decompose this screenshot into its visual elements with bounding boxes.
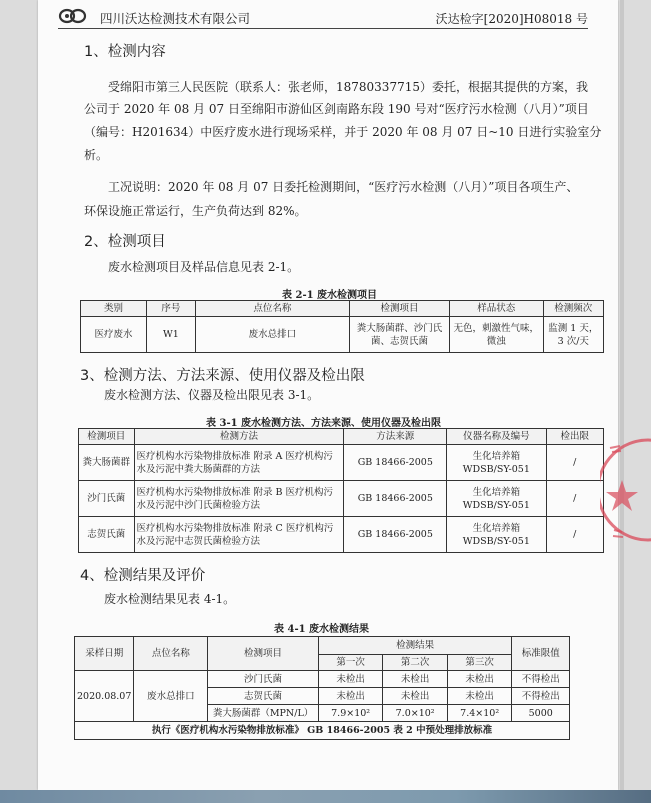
- table-cell: 医疗机构水污染物排放标准 附录 C 医疗机构污水及污泥中志贺氏菌检验方法: [134, 517, 344, 553]
- table-header: 第一次: [318, 655, 383, 671]
- red-seal-stamp-icon: [600, 430, 651, 550]
- document-header: [58, 6, 588, 29]
- section-3-text: 废水检测方法、仪器及检出限见表 3-1。: [104, 388, 320, 402]
- section-1-line-4: 析。: [84, 148, 109, 162]
- table-header: 采样日期: [75, 637, 134, 671]
- section-1-line-3: （编号：H201634）中医疗废水进行现场采样，并于 2020 年 08 月 07 日~10 日进行实验室分: [84, 125, 602, 139]
- table-cell: 粪大肠菌群: [79, 445, 135, 481]
- company-name: 四川沃达检测技术有限公司: [100, 11, 251, 26]
- table-header: 检测项目: [79, 429, 135, 445]
- table-cell: 粪大肠菌群（MPN/L）: [208, 705, 319, 722]
- section-3-title: 3、检测方法、方法来源、使用仪器及检出限: [80, 368, 365, 384]
- table-cell: /: [546, 481, 603, 517]
- table-cell: GB 18466-2005: [344, 445, 447, 481]
- table-header: 点位名称: [195, 301, 350, 317]
- table-cell: /: [546, 517, 603, 553]
- condition-line-1: 工况说明：2020 年 08 月 07 日委托检测期间，“医疗污水检测（八月）”项目各项生产、: [108, 180, 579, 194]
- section-4-title: 4、检测结果及评价: [80, 568, 206, 584]
- table-cell: 未检出: [383, 671, 448, 688]
- table-cell: 生化培养箱 WDSB/SY-051: [447, 517, 546, 553]
- section-1-title: 1、检测内容: [84, 44, 166, 60]
- table-header: 检出限: [546, 429, 603, 445]
- table-cell: 未检出: [383, 688, 448, 705]
- section-2-title: 2、检测项目: [84, 234, 166, 250]
- condition-line-2: 环保设施正常运行，生产负荷达到 82%。: [84, 204, 307, 218]
- table-cell: 粪大肠菌群、沙门氏菌、志贺氏菌: [350, 317, 450, 353]
- table-header: 第二次: [383, 655, 448, 671]
- table-header: 标准限值: [512, 637, 570, 671]
- table-3-1: [78, 428, 604, 553]
- table-header: 仪器名称及编号: [447, 429, 546, 445]
- table-cell: 未检出: [447, 671, 512, 688]
- table-header: 方法来源: [344, 429, 447, 445]
- table-cell: 无色，刺激性气味，微浊: [449, 317, 543, 353]
- table-cell: 7.4×10²: [447, 705, 512, 722]
- table-header: 检测项目: [350, 301, 450, 317]
- section-1-line-2: 公司于 2020 年 08 月 07 日至绵阳市游仙区剑南路东段 190 号对“医疗污水检测（八月）”项目: [84, 102, 589, 116]
- table-cell: 医疗机构水污染物排放标准 附录 A 医疗机构污水及污泥中粪大肠菌群的方法: [134, 445, 344, 481]
- table-cell: 不得检出: [512, 688, 570, 705]
- table-4-1: [74, 636, 570, 740]
- section-1-line-1: 受绵阳市第三人民医院（联系人：张老师，18780337715）委托，根据其提供的方案，我: [108, 80, 588, 94]
- table-header: 检测方法: [134, 429, 344, 445]
- table-header: 点位名称: [134, 637, 208, 671]
- table-cell: 志贺氏菌: [208, 688, 319, 705]
- table-cell: GB 18466-2005: [344, 517, 447, 553]
- company-logo-icon: [58, 8, 88, 24]
- table-cell: 沙门氏菌: [208, 671, 319, 688]
- table-header: 检测频次: [543, 301, 603, 317]
- table-cell: 监测 1 天，3 次/天: [543, 317, 603, 353]
- table-cell: 7.0×10²: [383, 705, 448, 722]
- table-header: 检测项目: [208, 637, 319, 671]
- table-cell-site: 废水总排口: [134, 671, 208, 722]
- table-2-1: [80, 300, 604, 353]
- section-2-text: 废水检测项目及样品信息见表 2-1。: [108, 260, 300, 274]
- table-2-1-caption: 表 2-1 废水检测项目: [282, 290, 378, 301]
- table-cell: 废水总排口: [195, 317, 350, 353]
- table-cell: 生化培养箱 WDSB/SY-051: [447, 481, 546, 517]
- table-cell: 未检出: [318, 671, 383, 688]
- table-cell: 医疗废水: [81, 317, 147, 353]
- table-cell: /: [546, 445, 603, 481]
- table-cell: GB 18466-2005: [344, 481, 447, 517]
- table-3-1-caption: 表 3-1 废水检测方法、方法来源、使用仪器及检出限: [206, 418, 442, 429]
- table-header: 类别: [81, 301, 147, 317]
- table-4-1-caption: 表 4-1 废水检测结果: [274, 624, 370, 635]
- table-cell: 未检出: [318, 688, 383, 705]
- table-cell: 志贺氏菌: [79, 517, 135, 553]
- table-header: 序号: [147, 301, 196, 317]
- table-header: 第三次: [447, 655, 512, 671]
- table-header: 检测结果: [318, 637, 512, 655]
- table-cell: W1: [147, 317, 196, 353]
- table-cell: 医疗机构水污染物排放标准 附录 B 医疗机构污水及污泥中沙门氏菌检验方法: [134, 481, 344, 517]
- section-4-text: 废水检测结果见表 4-1。: [104, 592, 236, 606]
- table-footer-note: 执行《医疗机构水污染物排放标准》 GB 18466-2005 表 2 中预处理排放标准: [75, 722, 570, 740]
- table-cell: 7.9×10²: [318, 705, 383, 722]
- table-cell: 沙门氏菌: [79, 481, 135, 517]
- table-cell-date: 2020.08.07: [75, 671, 134, 722]
- table-cell: 不得检出: [512, 671, 570, 688]
- table-cell: 未检出: [447, 688, 512, 705]
- page-edge: [620, 0, 624, 790]
- table-cell: 生化培养箱 WDSB/SY-051: [447, 445, 546, 481]
- desktop-background-strip: [0, 790, 651, 803]
- document-number: 沃达检字[2020]H08018 号: [435, 12, 588, 26]
- table-header: 样品状态: [449, 301, 543, 317]
- table-cell: 5000: [512, 705, 570, 722]
